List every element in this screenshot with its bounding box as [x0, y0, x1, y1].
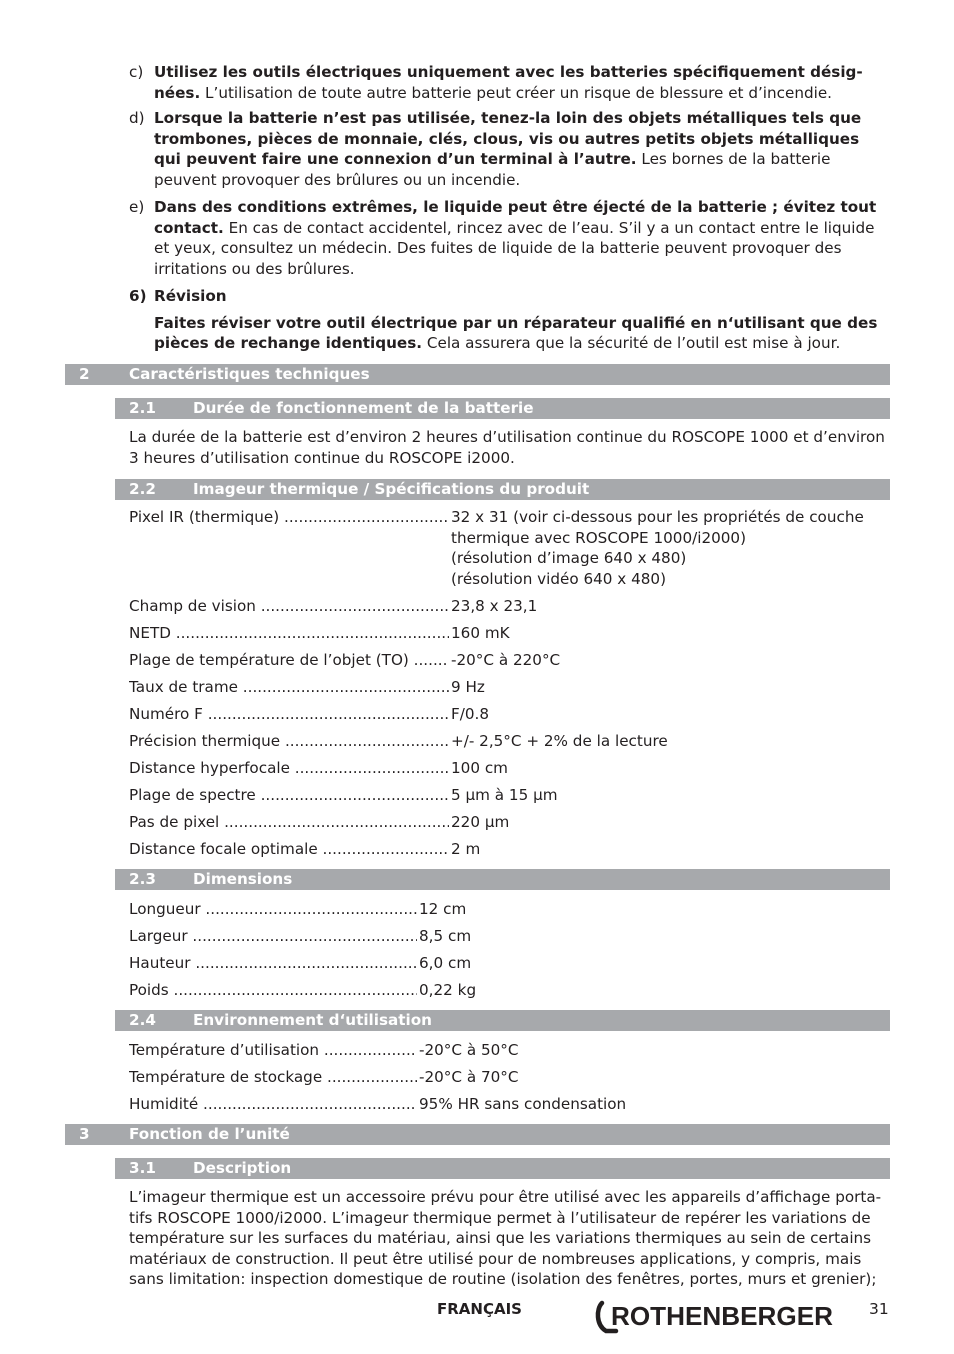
section-title: Imageur thermique / Spécifications du produit [193, 480, 590, 498]
spec-value-line: thermique avec ROSCOPE 1000/i2000) [451, 528, 747, 547]
section-number: 3 [79, 1125, 90, 1143]
spec-key: Hauteur ..... [129, 953, 417, 974]
spec-key: Plage de spectre ..... [129, 785, 449, 806]
spec-key: Température d’utilisation ..... [129, 1040, 417, 1061]
section-header-3-1 [115, 1158, 890, 1179]
spec-key: Numéro F ..... [129, 704, 449, 725]
spec-value: 9 Hz [451, 678, 485, 696]
section-number: 2.3 [129, 870, 156, 888]
description-text: L’imageur thermique est un accessoire prévu pour être utilisé avec les appareils d’affichage porta-tifs ROSCOPE 1000/i2000. L’imageur thermique permet à l’utilisateur de repérer les variations de température sur les surfaces du matériau, ainsi que les variations thermiques au sein de certains matériaux de construction. Il peut être utilisé pour de nombreuses applications, y compris, mais sans limitation: inspection domestique de routine (isolation des fenêtres, portes, murs et grenier); [129, 1188, 882, 1289]
section-number: 2.1 [129, 399, 156, 417]
spec-key: Pas de pixel ..... [129, 812, 449, 833]
spec-value: -20°C à 220°C [451, 651, 561, 669]
section-title: Dimensions [193, 870, 293, 888]
spec-value: F/0.8 [451, 705, 490, 723]
section-title: Caractéristiques techniques [129, 365, 370, 383]
spec-key: Distance focale optimale ..... [129, 839, 449, 860]
section-title: Durée de fonctionnement de la batterie [193, 399, 534, 417]
section-title: Description [193, 1159, 292, 1177]
section-number: 3.1 [129, 1159, 156, 1177]
brand-logo-icon [594, 1299, 834, 1335]
safety-item-c [129, 62, 889, 103]
spec-value: -20°C à 50°C [419, 1041, 519, 1059]
safety-item-d [129, 108, 889, 190]
revision-title: Révision [154, 287, 227, 305]
spec-key: Humidité ..... [129, 1094, 417, 1115]
item-label: 6) [129, 287, 147, 305]
safety-item-revision [129, 286, 889, 354]
spec-value: +/- 2,5°C + 2% de la lecture [451, 732, 668, 750]
section-header-2-1 [115, 398, 890, 419]
spec-value-line: (résolution vidéo 640 x 480) [451, 569, 667, 588]
item-label: d) [129, 109, 145, 127]
spec-value: 2 m [451, 840, 481, 858]
section-header-2-2 [115, 479, 890, 500]
footer-language: FRANÇAIS [437, 1300, 522, 1318]
section-number: 2.4 [129, 1011, 156, 1029]
spec-value-line: (résolution d’image 640 x 480) [451, 549, 687, 568]
section-number: 2 [79, 365, 90, 383]
spec-key: Distance hyperfocale ..... [129, 758, 449, 779]
safety-item-e [129, 197, 889, 279]
spec-value: 6,0 cm [419, 954, 472, 972]
spec-key: Pixel IR (thermique) ..... [129, 507, 449, 528]
section-header-3 [65, 1124, 890, 1145]
item-text: L’utilisation de toute autre batterie peut créer un risque de blessure et d’incendie. [200, 83, 832, 102]
spec-value: 160 mK [451, 624, 510, 642]
item-bold-text: Lorsque la batterie n’est pas utilisée, tenez-la loin des objets métalliques tels que trombones, pièces de monnaie, clés, clous, vis ou autres petits objets métalliques qui peuvent faire une connexion d’un terminal à l’autre. [154, 109, 862, 169]
section-header-2-4 [115, 1010, 890, 1031]
item-bold-text: Dans des conditions extrêmes, le liquide peut être éjecté de la batterie ; évitez tout contact. [154, 198, 877, 237]
section-header-2 [65, 364, 890, 385]
item-bold-text: Faites réviser votre outil électrique par un réparateur qualifié en n‘utilisant que des pièces de rechange identiques. [154, 313, 878, 353]
page-number: 31 [869, 1300, 889, 1318]
battery-duration-text: La durée de la batterie est d’environ 2 heures d’utilisation continue du ROSCOPE 1000 et d’environ 3 heures d’utilisation continue du ROSCOPE i2000. [129, 428, 885, 467]
spec-key: Poids ..... [129, 980, 417, 1001]
section-title: Fonction de l’unité [129, 1125, 290, 1143]
spec-key: Longueur ..... [129, 899, 417, 920]
spec-value: 0,22 kg [419, 981, 477, 999]
spec-key: NETD ..... [129, 623, 449, 644]
spec-key: Température de stockage ..... [129, 1067, 417, 1088]
item-label: e) [129, 198, 145, 216]
section-title: Environnement d‘utilisation [193, 1011, 432, 1029]
spec-value: 95% HR sans condensation [419, 1095, 627, 1113]
item-text: Les bornes de la batterie peuvent provoquer des brûlures ou un incendie. [154, 150, 831, 189]
spec-row-pixel-ir [129, 507, 889, 591]
spec-value: 220 µm [451, 813, 510, 831]
item-text: Cela assurera que la sécurité de l’outil est mise à jour. [422, 334, 841, 353]
spec-key: Plage de température de l’objet (TO) ..... [129, 650, 449, 671]
spec-value: 23,8 x 23,1 [451, 597, 538, 615]
item-label: c) [129, 63, 144, 81]
section-header-2-3 [115, 869, 890, 890]
spec-key: Précision thermique ..... [129, 731, 449, 752]
item-text: En cas de contact accidentel, rincez avec de l’eau. S’il y a un contact entre le liquide et yeux, consultez un médecin. Des fuites de liquide de la batterie peuvent provoquer des irritations ou des brûlures. [154, 218, 875, 278]
spec-key: Largeur ..... [129, 926, 417, 947]
spec-value: 8,5 cm [419, 927, 472, 945]
brand-name: ROTHENBERGER [611, 1301, 834, 1331]
section-number: 2.2 [129, 480, 156, 498]
spec-value: 5 µm à 15 µm [451, 786, 558, 804]
spec-key: Taux de trame ..... [129, 677, 449, 698]
spec-key: Champ de vision ..... [129, 596, 449, 617]
item-bold-text: Utilisez les outils électriques uniquement avec les batteries spécifiquement désig-nées. [154, 63, 863, 102]
spec-value-line: 32 x 31 (voir ci-dessous pour les propriétés de couche [451, 508, 864, 526]
brand-logo [594, 1299, 834, 1335]
spec-value: -20°C à 70°C [419, 1068, 519, 1086]
spec-value: 100 cm [451, 759, 508, 777]
spec-value: 12 cm [419, 900, 467, 918]
